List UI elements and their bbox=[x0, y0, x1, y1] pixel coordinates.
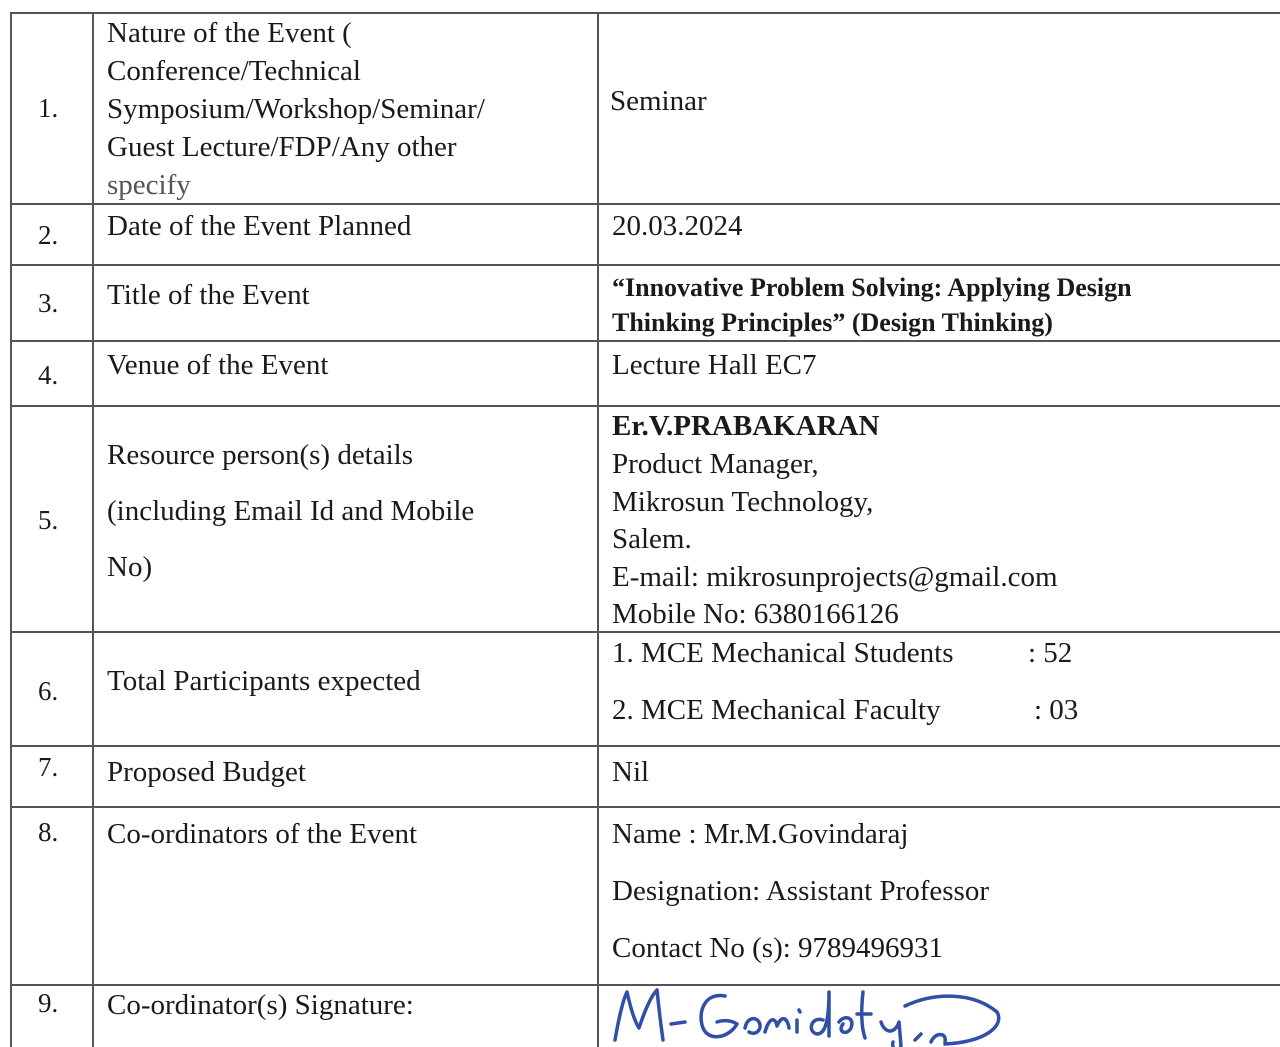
resource-person-line: Mikrosun Technology, bbox=[612, 486, 874, 518]
row-label: Venue of the Event bbox=[107, 349, 329, 381]
row-label-line: Conference/Technical bbox=[107, 55, 361, 87]
row-divider bbox=[10, 745, 1280, 747]
row-value: Nil bbox=[612, 756, 650, 788]
row-number: 5. bbox=[38, 505, 59, 535]
participant-group-name: 2. MCE Mechanical Faculty bbox=[612, 694, 941, 726]
row-label-line: specify bbox=[107, 169, 191, 201]
row-value: 20.03.2024 bbox=[612, 210, 743, 242]
row-number: 3. bbox=[38, 288, 59, 318]
row-label-line: Symposium/Workshop/Seminar/ bbox=[107, 93, 485, 125]
column-divider bbox=[92, 12, 94, 1047]
coordinator-name: Name : Mr.M.Govindaraj bbox=[612, 818, 909, 850]
row-number: 4. bbox=[38, 360, 59, 390]
handwritten-signature bbox=[605, 962, 1025, 1047]
column-divider bbox=[597, 12, 599, 1047]
row-label: Total Participants expected bbox=[107, 665, 421, 697]
row-label-line: (including Email Id and Mobile bbox=[107, 495, 475, 527]
row-label-line: Guest Lecture/FDP/Any other bbox=[107, 131, 457, 163]
row-label: Co-ordinators of the Event bbox=[107, 818, 418, 850]
row-label-line: Nature of the Event ( bbox=[107, 17, 352, 49]
participant-group-count: : 03 bbox=[1034, 694, 1079, 726]
row-label: Date of the Event Planned bbox=[107, 210, 412, 242]
row-label: Title of the Event bbox=[107, 279, 310, 311]
row-label: Co-ordinator(s) Signature: bbox=[107, 989, 414, 1021]
row-label-line: No) bbox=[107, 551, 153, 583]
resource-person-name: Er.V.PRABAKARAN bbox=[612, 410, 880, 442]
row-number: 8. bbox=[38, 817, 59, 847]
coordinator-designation: Designation: Assistant Professor bbox=[612, 875, 989, 907]
event-title-line: “Innovative Problem Solving: Applying Design bbox=[612, 273, 1132, 302]
row-divider bbox=[10, 264, 1280, 266]
row-number: 7. bbox=[38, 752, 59, 782]
event-title-line: Thinking Principles” (Design Thinking) bbox=[612, 308, 1053, 337]
row-number: 9. bbox=[38, 988, 59, 1018]
row-number: 6. bbox=[38, 676, 59, 706]
column-divider bbox=[10, 12, 12, 1047]
resource-person-email: E-mail: mikrosunprojects@gmail.com bbox=[612, 561, 1058, 593]
resource-person-line: Product Manager, bbox=[612, 448, 819, 480]
coordinator-contact: Contact No (s): 9789496931 bbox=[612, 932, 944, 964]
participant-group-name: 1. MCE Mechanical Students bbox=[612, 637, 954, 669]
row-label: Proposed Budget bbox=[107, 756, 306, 788]
row-divider bbox=[10, 203, 1280, 205]
resource-person-mobile: Mobile No: 6380166126 bbox=[612, 598, 899, 630]
row-divider bbox=[10, 806, 1280, 808]
participant-group-count: : 52 bbox=[1028, 637, 1073, 669]
resource-person-line: Salem. bbox=[612, 523, 692, 555]
row-value: Seminar bbox=[610, 85, 707, 117]
row-number: 2. bbox=[38, 220, 59, 250]
row-number: 1. bbox=[38, 93, 59, 123]
row-label-line: Resource person(s) details bbox=[107, 439, 414, 471]
row-value: Lecture Hall EC7 bbox=[612, 349, 817, 381]
